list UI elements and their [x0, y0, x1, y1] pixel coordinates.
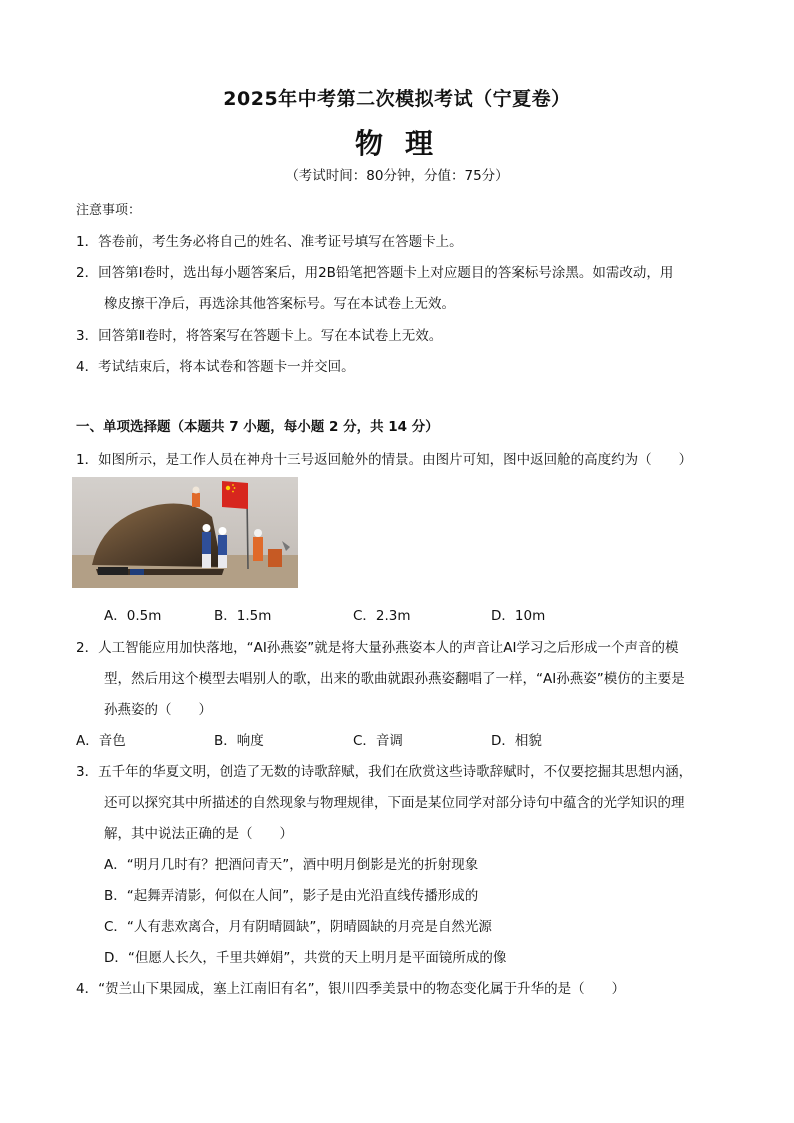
question-2-stem-line-3: 孙燕姿的（ ）: [104, 702, 212, 718]
question-2-option-d: D．相貌: [491, 733, 542, 749]
question-2-stem-line-1: 2．人工智能应用加快落地，“AI孙燕姿”就是将大量孙燕姿本人的声音让AI学习之后形成一个声音的模: [76, 640, 679, 656]
capsule-photo: [72, 477, 298, 588]
question-2-option-c: C．音调: [353, 733, 403, 749]
note-item-1: 1．答卷前，考生务必将自己的姓名、准考证号填写在答题卡上。: [76, 234, 463, 250]
question-1-option-d: D．10m: [491, 608, 546, 624]
question-1-option-b: B．1.5m: [214, 608, 272, 624]
exam-info: （考试时间：80分钟，分值：75分）: [285, 168, 509, 184]
question-3-stem-line-3: 解，其中说法正确的是（ ）: [104, 826, 293, 842]
question-3-option-c: C．“人有悲欢离合，月有阴晴圆缺”，阴晴圆缺的月亮是自然光源: [104, 919, 492, 935]
question-1-figure: [72, 477, 298, 588]
question-1-option-c: C．2.3m: [353, 608, 411, 624]
question-3-stem-line-2: 还可以探究其中所描述的自然现象与物理规律，下面是某位同学对部分诗句中蕴含的光学知识的理: [104, 795, 685, 811]
question-3-option-b: B．“起舞弄清影，何似在人间”，影子是由光沿直线传播形成的: [104, 888, 479, 904]
question-4-stem: 4．“贺兰山下果园成，塞上江南旧有名”，银川四季美景中的物态变化属于升华的是（ ）: [76, 981, 626, 997]
note-item-3: 3．回答第Ⅱ卷时，将答案写在答题卡上。写在本试卷上无效。: [76, 328, 443, 344]
question-2-option-b: B．响度: [214, 733, 264, 749]
question-2-stem-line-2: 型，然后用这个模型去唱别人的歌，出来的歌曲就跟孙燕姿翻唱了一样，“AI孙燕姿”模仿的主要是: [104, 671, 685, 687]
note-item-2: 2．回答第Ⅰ卷时，选出每小题答案后，用2B铅笔把答题卡上对应题目的答案标号涂黑。如需改动，用: [76, 265, 674, 281]
question-1-stem: 1．如图所示，是工作人员在神舟十三号返回舱外的情景。由图片可知，图中返回舱的高度约为（ ）: [76, 452, 693, 468]
note-item-4: 4．考试结束后，将本试卷和答题卡一并交回。: [76, 359, 355, 375]
question-1-option-a: A．0.5m: [104, 608, 162, 624]
question-3-stem-line-1: 3．五千年的华夏文明，创造了无数的诗歌辞赋，我们在欣赏这些诗歌辞赋时，不仅要挖掘其思想内涵，: [76, 764, 693, 780]
subject-title: 物理: [354, 127, 455, 160]
exam-title: 2025年中考第二次模拟考试（宁夏卷）: [223, 88, 571, 110]
question-2-option-a: A．音色: [76, 733, 126, 749]
note-item-2-continued: 橡皮擦干净后，再选涂其他答案标号。写在本试卷上无效。: [104, 296, 455, 312]
section-heading: 一、单项选择题（本题共 7 小题，每小题 2 分，共 14 分）: [76, 419, 439, 435]
notes-heading: 注意事项：: [76, 203, 142, 218]
question-3-option-d: D．“但愿人长久，千里共婵娟”，共赏的天上明月是平面镜所成的像: [104, 950, 507, 966]
question-3-option-a: A．“明月几时有？把酒问青天”，酒中明月倒影是光的折射现象: [104, 857, 479, 873]
flag: [222, 481, 248, 509]
